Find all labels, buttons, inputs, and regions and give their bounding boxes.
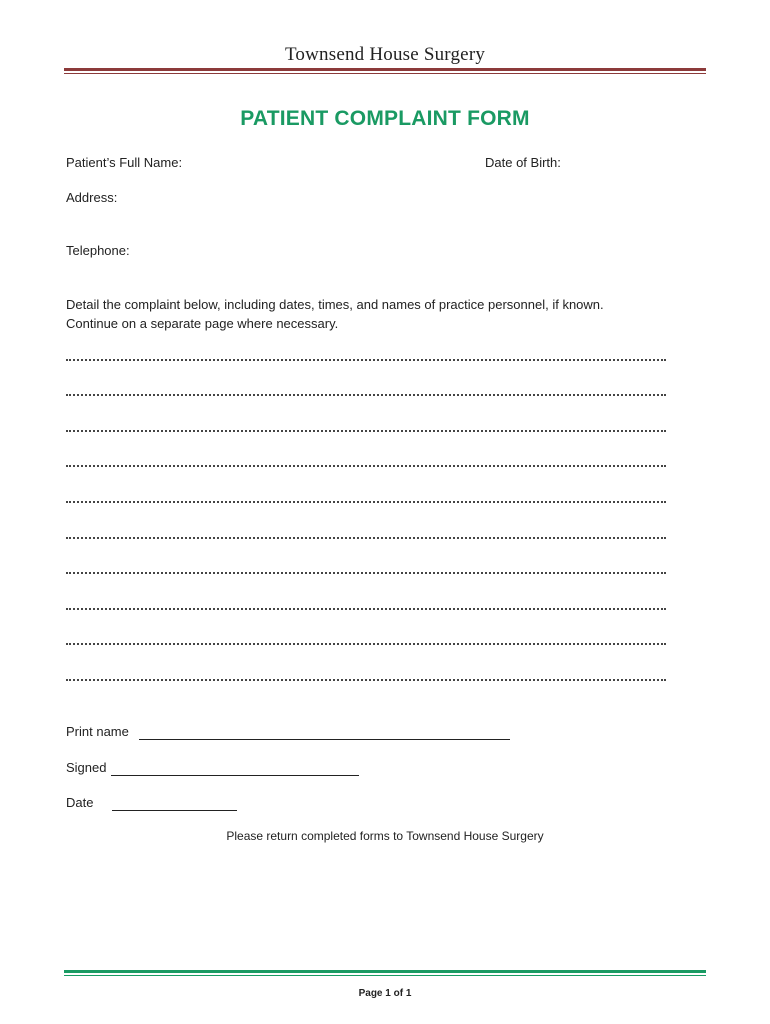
complaint-line[interactable] xyxy=(66,608,666,610)
full-name-label: Patient’s Full Name: xyxy=(66,155,183,170)
print-name-label: Print name xyxy=(66,724,129,739)
complaint-line[interactable] xyxy=(66,465,666,467)
signed-label: Signed xyxy=(66,760,107,775)
header-practice-name: Townsend House Surgery xyxy=(284,44,486,65)
complaint-line[interactable] xyxy=(66,537,666,539)
footer-divider xyxy=(64,970,706,973)
complaint-line[interactable] xyxy=(66,501,666,503)
signature-field[interactable] xyxy=(111,775,359,776)
telephone-label: Telephone: xyxy=(66,243,130,258)
date-label: Date xyxy=(66,795,94,810)
date-field[interactable] xyxy=(112,810,237,811)
complaint-line[interactable] xyxy=(66,430,666,432)
address-label: Address: xyxy=(66,190,118,205)
complaint-line[interactable] xyxy=(66,394,666,396)
complaint-line[interactable] xyxy=(66,643,666,645)
complaint-line[interactable] xyxy=(66,679,666,681)
instructions-line-2: Continue on a separate page where necessary. xyxy=(66,316,339,331)
return-instructions: Please return completed forms to Townsend House Surgery xyxy=(226,829,544,843)
complaint-line[interactable] xyxy=(66,359,666,361)
print-name-field[interactable] xyxy=(139,739,510,740)
header-divider-thin xyxy=(64,73,706,74)
complaint-line[interactable] xyxy=(66,572,666,574)
form-title: PATIENT COMPLAINT FORM xyxy=(240,107,530,130)
footer-divider-thin xyxy=(64,975,706,976)
dob-label: Date of Birth: xyxy=(485,155,561,170)
complaint-instructions xyxy=(66,295,686,333)
instructions-line-1: Detail the complaint below, including dates, times, and names of practice personnel, if known. xyxy=(66,297,604,312)
header-divider xyxy=(64,68,706,71)
page-number: Page 1 of 1 xyxy=(358,988,412,999)
